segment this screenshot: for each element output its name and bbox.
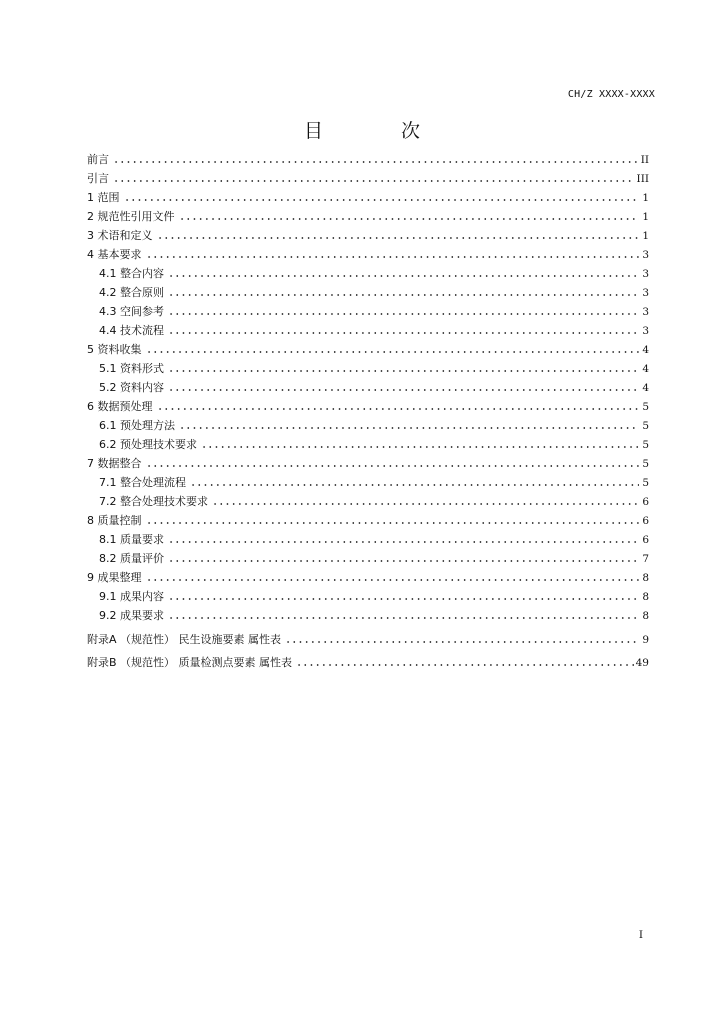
toc-entry[interactable] — [87, 651, 649, 674]
toc-leader-dots — [212, 503, 639, 505]
table-of-contents — [87, 150, 649, 674]
toc-entry-page: 3 — [642, 325, 649, 337]
toc-entry-page: 6 — [642, 496, 649, 508]
toc-entry-page: 3 — [642, 268, 649, 280]
toc-entry[interactable] — [87, 416, 649, 435]
toc-entry[interactable] — [87, 207, 649, 226]
toc-entry-page: 5 — [642, 458, 649, 470]
toc-entry-label: 5 资料收集 — [87, 343, 142, 356]
toc-entry-label: 6.1 预处理方法 — [99, 419, 175, 432]
toc-leader-dots — [146, 465, 640, 467]
toc-entry[interactable] — [87, 492, 649, 511]
toc-entry-label: 4.2 整合原则 — [99, 286, 164, 299]
toc-leader-dots — [113, 180, 635, 182]
toc-entry-page: 3 — [642, 306, 649, 318]
toc-leader-dots — [157, 408, 640, 410]
toc-leader-dots — [168, 294, 639, 296]
toc-leader-dots — [168, 560, 639, 562]
toc-entry-label: 1 范围 — [87, 191, 120, 204]
toc-entry-label: 9.1 成果内容 — [99, 590, 164, 603]
toc-leader-dots — [168, 617, 639, 619]
toc-entry-label: 4.3 空间参考 — [99, 305, 164, 318]
toc-entry-label: 4.4 技术流程 — [99, 324, 164, 337]
toc-entry[interactable] — [87, 150, 649, 169]
toc-leader-dots — [296, 664, 634, 666]
toc-entry[interactable] — [87, 245, 649, 264]
toc-entry-page: 1 — [642, 211, 649, 223]
toc-entry-page: 8 — [642, 610, 649, 622]
toc-entry[interactable] — [87, 473, 649, 492]
toc-entry-label: 8.2 质量评价 — [99, 552, 164, 565]
toc-leader-dots — [179, 218, 640, 220]
toc-entry-page: 6 — [642, 515, 649, 527]
toc-entry-page: 49 — [635, 657, 649, 669]
toc-entry-label: 2 规范性引用文件 — [87, 210, 175, 223]
toc-entry-label: 7.1 整合处理流程 — [99, 476, 186, 489]
toc-leader-dots — [168, 598, 639, 600]
toc-entry[interactable] — [87, 511, 649, 530]
toc-entry-page: 4 — [642, 363, 649, 375]
toc-entry-page: 8 — [642, 591, 649, 603]
toc-entry-label: 4 基本要求 — [87, 248, 142, 261]
toc-leader-dots — [146, 351, 640, 353]
toc-leader-dots — [168, 541, 639, 543]
toc-entry[interactable] — [87, 435, 649, 454]
toc-leader-dots — [168, 313, 639, 315]
toc-entry[interactable] — [87, 549, 649, 568]
toc-leader-dots — [168, 370, 639, 372]
toc-leader-dots — [285, 641, 639, 643]
toc-entry-label: 附录A （规范性） 民生设施要素 属性表 — [87, 633, 282, 646]
toc-entry-label: 前言 — [87, 153, 109, 166]
toc-entry-page: II — [640, 154, 649, 166]
toc-entry[interactable] — [87, 378, 649, 397]
toc-entry-page: 3 — [642, 249, 649, 261]
toc-leader-dots — [146, 579, 640, 581]
toc-entry-page: 1 — [642, 230, 649, 242]
toc-leader-dots — [190, 484, 639, 486]
toc-entry-label: 5.2 资料内容 — [99, 381, 164, 394]
toc-entry-page: III — [636, 173, 649, 185]
toc-entry[interactable] — [87, 302, 649, 321]
page-title: 目 次 — [303, 120, 457, 142]
toc-entry[interactable] — [87, 628, 649, 651]
toc-leader-dots — [157, 237, 640, 239]
toc-leader-dots — [124, 199, 640, 201]
toc-entry-page: 9 — [642, 634, 649, 646]
toc-leader-dots — [179, 427, 639, 429]
toc-entry-page: 8 — [642, 572, 649, 584]
toc-entry[interactable] — [87, 321, 649, 340]
page-number: I — [638, 929, 643, 941]
toc-entry-page: 7 — [642, 553, 649, 565]
toc-entry-page: 4 — [642, 344, 649, 356]
toc-entry[interactable] — [87, 530, 649, 549]
toc-entry-page: 5 — [642, 477, 649, 489]
toc-entry[interactable] — [87, 283, 649, 302]
toc-leader-dots — [113, 161, 639, 163]
toc-entry[interactable] — [87, 606, 649, 625]
toc-entry[interactable] — [87, 188, 649, 207]
toc-entry-label: 附录B （规范性） 质量检测点要素 属性表 — [87, 656, 293, 669]
toc-entry-label: 3 术语和定义 — [87, 229, 153, 242]
toc-entry-label: 引言 — [87, 172, 109, 185]
toc-leader-dots — [201, 446, 639, 448]
toc-entry-page: 1 — [642, 192, 649, 204]
toc-entry[interactable] — [87, 359, 649, 378]
toc-entry-page: 4 — [642, 382, 649, 394]
toc-entry-label: 7.2 整合处理技术要求 — [99, 495, 208, 508]
toc-entry[interactable] — [87, 264, 649, 283]
toc-leader-dots — [146, 522, 640, 524]
toc-entry-page: 3 — [642, 287, 649, 299]
document-code: CH/Z XXXX-XXXX — [567, 89, 655, 100]
toc-entry-label: 5.1 资料形式 — [99, 362, 164, 375]
toc-entry-label: 6 数据预处理 — [87, 400, 153, 413]
toc-leader-dots — [168, 275, 639, 277]
toc-entry-label: 8 质量控制 — [87, 514, 142, 527]
toc-entry-page: 5 — [642, 439, 649, 451]
toc-entry-label: 7 数据整合 — [87, 457, 142, 470]
toc-leader-dots — [168, 332, 639, 334]
toc-entry[interactable] — [87, 454, 649, 473]
toc-entry-label: 9 成果整理 — [87, 571, 142, 584]
toc-entry-label: 4.1 整合内容 — [99, 267, 164, 280]
toc-entry-label: 9.2 成果要求 — [99, 609, 164, 622]
toc-entry-label: 6.2 预处理技术要求 — [99, 438, 197, 451]
toc-leader-dots — [146, 256, 640, 258]
toc-leader-dots — [168, 389, 639, 391]
toc-entry-page: 5 — [642, 401, 649, 413]
toc-entry[interactable] — [87, 226, 649, 245]
toc-entry[interactable] — [87, 340, 649, 359]
toc-entry[interactable] — [87, 169, 649, 188]
toc-entry[interactable] — [87, 397, 649, 416]
toc-entry[interactable] — [87, 587, 649, 606]
toc-entry-page: 6 — [642, 534, 649, 546]
toc-entry-page: 5 — [642, 420, 649, 432]
toc-entry[interactable] — [87, 568, 649, 587]
toc-entry-label: 8.1 质量要求 — [99, 533, 164, 546]
